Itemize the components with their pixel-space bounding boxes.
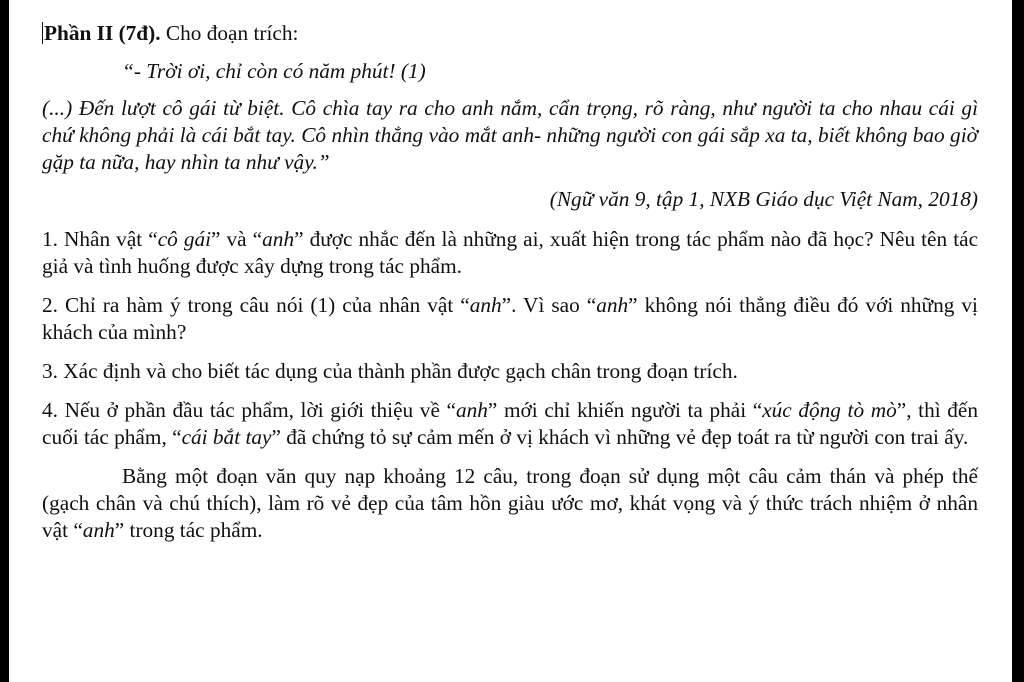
question-2	[42, 292, 978, 346]
q2-text-a: 2. Chỉ ra hàm ý trong câu nói (1) của nhân vật “	[42, 293, 470, 317]
question-4	[42, 397, 978, 451]
task-text-a: Bằng một đoạn văn quy nạp khoảng 12 câu, trong đoạn sử dụng một câu cảm thán và phép thế (gạch chân và chú thích), làm rõ vẻ đẹp của tâm hồn giàu ước mơ, khát vọng và ý thức trách nhiệm ở nhân vật “	[42, 464, 978, 542]
q2-text-c: ” không nói thẳng điều đó với những vị khách của mình?	[42, 293, 978, 344]
section-heading-text: Cho đoạn trích:	[160, 21, 299, 45]
q1-italic-1: cô gái	[157, 227, 212, 251]
q4-text-d: ” đã chứng tỏ sự cảm mến ở vị khách vì những vẻ đẹp toát ra từ người con trai ấy.	[271, 425, 969, 449]
q1-text-b: ” và “	[211, 227, 263, 251]
text-cursor	[42, 22, 43, 44]
writing-task	[42, 463, 978, 544]
q2-italic-1: anh	[469, 293, 502, 317]
q1-text-a: 1. Nhân vật “	[42, 227, 158, 251]
q1-italic-2: anh	[262, 227, 295, 251]
q4-italic-1: anh	[455, 398, 488, 422]
document-content	[42, 20, 978, 544]
q1-text-c: ” được nhắc đến là những ai, xuất hiện trong tác phẩm nào đã học? Nêu tên tác giả và tình huống được xây dựng trong tác phẩm.	[42, 227, 979, 278]
q2-italic-2: anh	[596, 293, 629, 317]
q4-text-b: ” mới chỉ khiến người ta phải “	[487, 398, 763, 422]
task-text-b: ” trong tác phẩm.	[114, 518, 263, 542]
question-3: 3. Xác định và cho biết tác dụng của thành phần được gạch chân trong đoạn trích.	[42, 359, 738, 383]
source-citation: (Ngữ văn 9, tập 1, NXB Giáo dục Việt Nam, 2018)	[549, 187, 978, 211]
q4-text-a: 4. Nếu ở phần đầu tác phẩm, lời giới thiệu về “	[42, 398, 456, 422]
document-page	[9, 0, 1012, 682]
task-italic-1: anh	[82, 518, 115, 542]
q2-text-b: ”. Vì sao “	[501, 293, 597, 317]
q4-text-c: ”, thì đến cuối tác phẩm, “	[42, 398, 978, 449]
question-1	[42, 226, 978, 280]
section-heading	[42, 20, 978, 47]
q4-italic-3: cái bắt tay	[181, 425, 272, 449]
quote-line: “- Trời ơi, chỉ còn có năm phút! (1)	[122, 59, 426, 83]
excerpt-paragraph: (...) Đến lượt cô gái từ biệt. Cô chìa tay ra cho anh nắm, cẩn trọng, rõ ràng, như người ta cho nhau cái gì chứ không phải là cái bắt tay. Cô nhìn thẳng vào mắt anh- những người con gái sắp xa ta, biết không bao giờ gặp ta nữa, hay nhìn ta như vậy.”	[42, 96, 978, 174]
q4-italic-2: xúc động tò mò	[762, 398, 897, 422]
section-heading-bold: Phần II (7đ).	[44, 21, 161, 45]
